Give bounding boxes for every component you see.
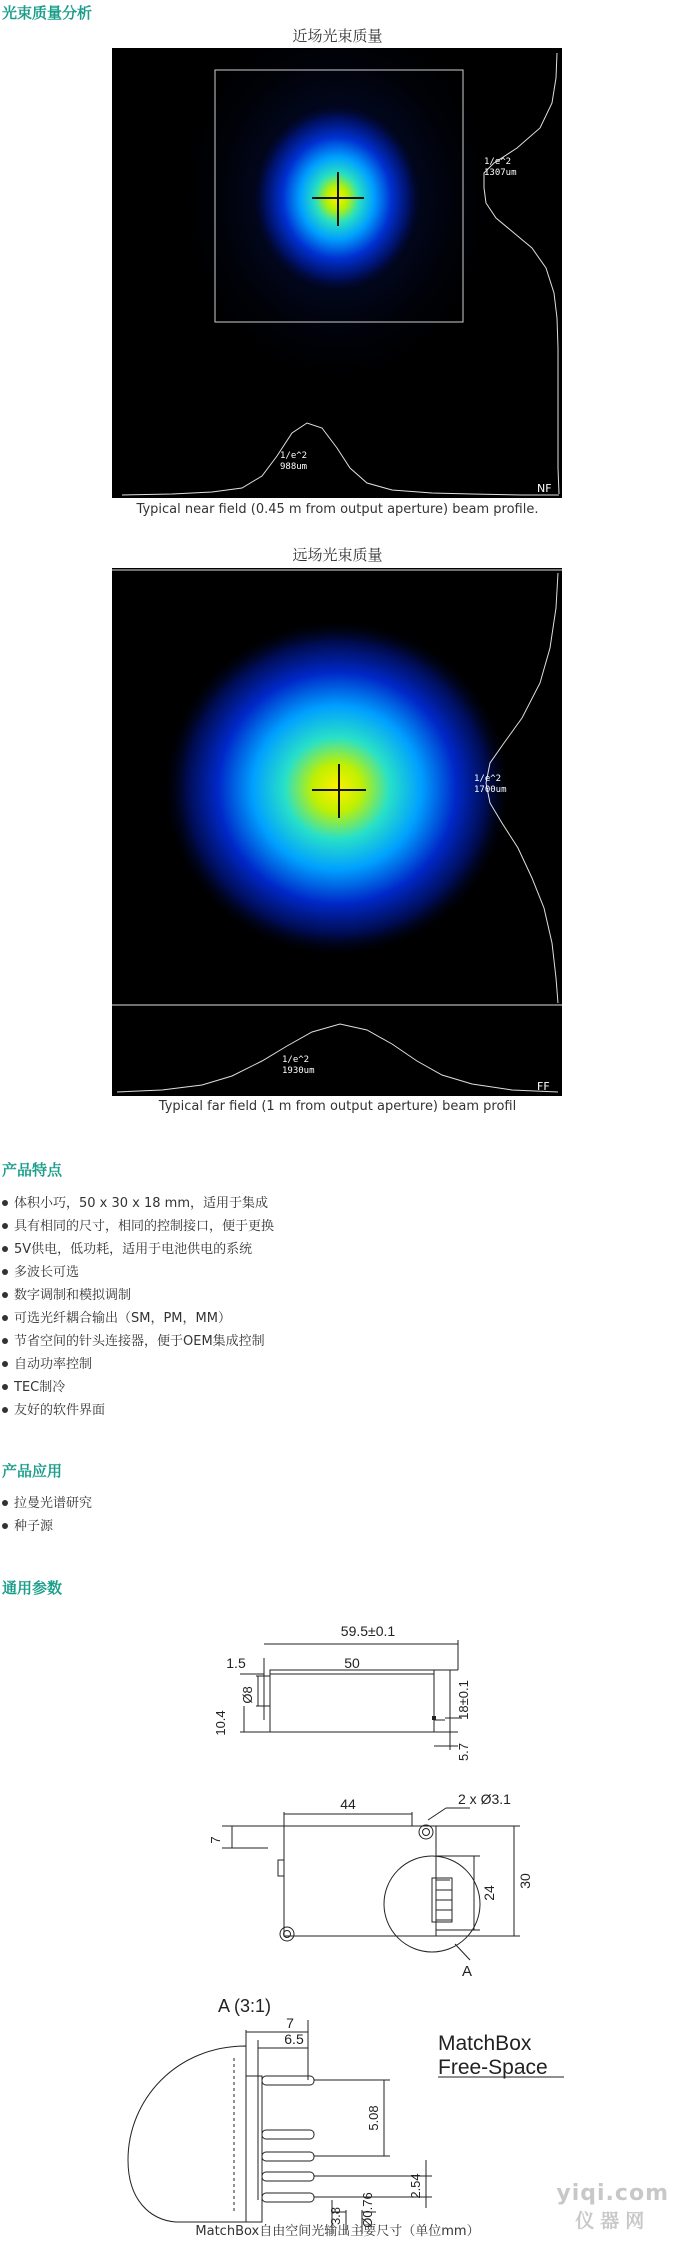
near-field-title: 近场光束质量 xyxy=(292,27,383,45)
near-field-caption: Typical near field (0.45 m from output aperture) beam profile. xyxy=(136,502,539,517)
applications-heading: 产品应用 xyxy=(2,1462,63,1480)
bullet-icon xyxy=(2,1223,8,1229)
site-watermark xyxy=(556,2181,669,2233)
list-item: 5V供电，低功耗，适用于电池供电的系统 xyxy=(0,1238,252,1257)
near-field-y-label: 1/e^2 xyxy=(484,157,512,167)
dim-5-7: 5.7 xyxy=(456,1742,471,1762)
brand-line-2: Free-Space xyxy=(438,2056,548,2079)
list-item: 数字调制和模拟调制 xyxy=(0,1284,131,1303)
near-field-corner-label: NF xyxy=(537,482,552,495)
dim-5-08: 5.08 xyxy=(366,2105,381,2131)
near-field-x-label: 1/e^2 xyxy=(280,451,308,461)
list-item: 多波长可选 xyxy=(0,1261,79,1280)
dim-44: 44 xyxy=(340,1796,356,1812)
far-field-x-label: 1/e^2 xyxy=(282,1055,310,1065)
dim-24: 24 xyxy=(481,1885,497,1901)
far-field-caption: Typical far field (1 m from output aperture) beam profil xyxy=(158,1099,517,1114)
list-item: 自动功率控制 xyxy=(0,1353,92,1372)
dimension-drawing xyxy=(0,1600,675,2241)
list-item: 友好的软件界面 xyxy=(0,1399,105,1418)
near-field-beam-image xyxy=(112,48,562,498)
bullet-icon xyxy=(2,1315,8,1321)
beam-quality-heading: 光束质量分析 xyxy=(2,4,93,22)
specs-heading: 通用参数 xyxy=(2,1579,63,1597)
bullet-icon xyxy=(2,1523,8,1529)
dim-3-8: 3.8 xyxy=(328,2206,343,2226)
bullet-icon xyxy=(2,1269,8,1275)
far-field-y-value: 1700um xyxy=(474,785,507,795)
bullet-icon xyxy=(2,1200,8,1206)
watermark-line-2: 仪器网 xyxy=(575,2210,651,2232)
list-item: 种子源 xyxy=(0,1515,53,1534)
near-field-y-value: 1307um xyxy=(484,168,517,178)
near-field-x-value: 988um xyxy=(280,462,308,472)
list-item: 可选光纤耦合输出（SM，PM，MM） xyxy=(0,1307,231,1326)
detail-mark: A xyxy=(462,1963,473,1980)
dim-d0-76: Ø0.76 xyxy=(360,2192,375,2228)
dim-50: 50 xyxy=(344,1655,360,1671)
far-field-beam-image xyxy=(112,568,562,1096)
dim-2-54: 2.54 xyxy=(408,2173,423,2199)
far-field-title: 远场光束质量 xyxy=(292,546,383,564)
features-heading: 产品特点 xyxy=(2,1161,63,1179)
dim-7: 7 xyxy=(208,1836,223,1844)
watermark-line-1: yiqi.com xyxy=(556,2181,669,2206)
brand-line-1: MatchBox xyxy=(438,2032,532,2055)
list-item: 体积小巧，50 x 30 x 18 mm，适用于集成 xyxy=(0,1192,268,1211)
bullet-icon xyxy=(2,1384,8,1390)
bullet-icon xyxy=(2,1246,8,1252)
dim-overall-length: 59.5±0.1 xyxy=(340,1623,396,1639)
list-item: 具有相同的尺寸，相同的控制接口，便于更换 xyxy=(0,1215,274,1234)
dim-30: 30 xyxy=(517,1873,533,1889)
dim-6-5: 6.5 xyxy=(284,2031,304,2047)
bullet-icon xyxy=(2,1407,8,1413)
list-item: 拉曼光谱研究 xyxy=(0,1492,92,1511)
bullet-icon xyxy=(2,1292,8,1298)
bullet-icon xyxy=(2,1361,8,1367)
dim-18: 18±0.1 xyxy=(456,1680,471,1720)
dim-holes: 2 x Ø3.1 xyxy=(458,1791,511,1807)
drawing-caption: MatchBox自由空间光输出主要尺寸（单位mm） xyxy=(195,2224,480,2239)
list-item: 节省空间的针头连接器，便于OEM集成控制 xyxy=(0,1330,265,1349)
bullet-icon xyxy=(2,1338,8,1344)
list-item: TEC制冷 xyxy=(0,1376,65,1395)
dim-10-4: 10.4 xyxy=(213,1710,228,1736)
dim-d8: Ø8 xyxy=(240,1686,255,1704)
far-field-x-value: 1930um xyxy=(282,1066,315,1076)
bullet-icon xyxy=(2,1500,8,1506)
dim-1-5: 1.5 xyxy=(226,1655,246,1671)
far-field-corner-label: FF xyxy=(537,1080,550,1093)
detail-title: A (3:1) xyxy=(218,1996,272,2016)
far-field-y-label: 1/e^2 xyxy=(474,774,502,784)
dim-detail-7: 7 xyxy=(286,2015,294,2031)
